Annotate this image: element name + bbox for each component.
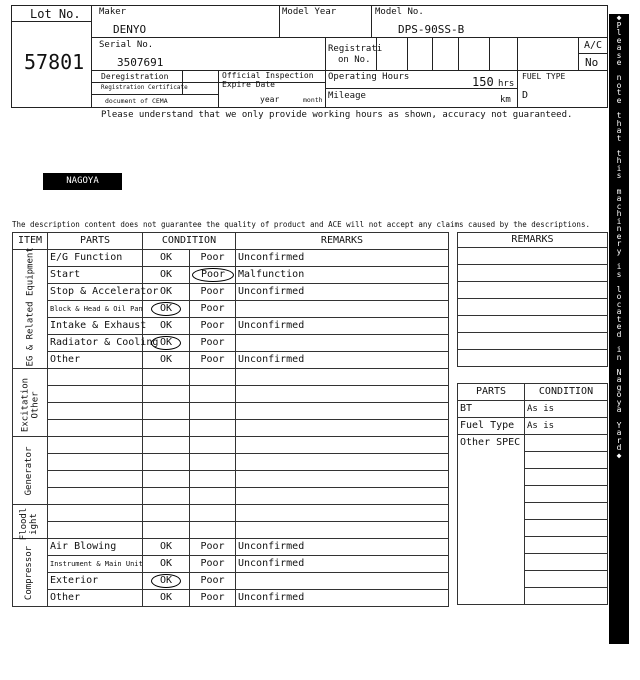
sidebar-char: P <box>616 20 622 30</box>
sidebar-char: a <box>616 194 622 204</box>
sidebar-char: t <box>616 88 622 98</box>
fuel-type-value: D <box>522 90 529 101</box>
ok-cell: OK <box>143 352 190 369</box>
section-eg <box>13 247 48 369</box>
remark: Unconfirmed <box>236 539 449 556</box>
sidebar-char: a <box>616 307 622 317</box>
table-row <box>13 301 449 318</box>
right-parts-header: PARTS <box>458 384 525 401</box>
sidebar-char: a <box>616 375 622 385</box>
sidebar-char: s <box>616 50 622 60</box>
header-box <box>11 5 608 108</box>
inspection-table <box>12 232 449 607</box>
sidebar-char: y <box>616 246 622 256</box>
sidebar-char: s <box>616 269 622 279</box>
disclaimer: The description content does not guarantee the quality of product and ACE will not accept any claims caused by the descriptions. <box>12 220 590 229</box>
inspection-label: Official Inspection <box>222 71 314 80</box>
registration-label-2: on No. <box>338 55 371 65</box>
operating-hours-label: Operating Hours <box>328 72 410 82</box>
year-label: year <box>260 95 280 104</box>
ok-cell: OK <box>143 250 190 267</box>
sidebar-char: e <box>616 58 622 68</box>
line <box>578 53 608 54</box>
line <box>92 70 608 71</box>
serial-value: 3507691 <box>117 56 164 69</box>
line <box>489 37 490 70</box>
location-badge: NAGOYA <box>43 173 122 190</box>
right-remarks-header: REMARKS <box>458 233 608 248</box>
sidebar-char: h <box>616 118 622 128</box>
right-remarks-table <box>457 232 608 367</box>
right-part-name: Fuel Type <box>458 418 525 435</box>
poor-cell <box>190 267 236 284</box>
cema-label: document of CEMA <box>105 97 168 105</box>
sidebar-char: c <box>616 201 622 211</box>
hrs-unit: hrs <box>498 79 515 89</box>
sidebar-char: a <box>616 126 622 136</box>
section-generator <box>13 437 48 505</box>
part-name: Block & Head & Oil Pan <box>48 301 143 318</box>
section-floodlight-label: Floodl ight <box>19 507 39 541</box>
sidebar-char: ◆ <box>616 13 622 22</box>
sidebar-char: e <box>616 35 622 45</box>
sidebar-char: n <box>616 73 622 83</box>
mileage-label: Mileage <box>328 91 366 101</box>
line <box>325 37 326 108</box>
remark: Malfunction <box>236 267 449 284</box>
sidebar-char: h <box>616 209 622 219</box>
section-compressor <box>13 539 48 607</box>
sidebar-char: t <box>616 111 622 121</box>
circled-ok: OK <box>151 302 181 316</box>
table-row <box>13 539 449 556</box>
section-generator-label: Generator <box>24 446 34 496</box>
sidebar-char: a <box>616 428 622 438</box>
table-row <box>13 352 449 369</box>
line <box>92 94 218 95</box>
sidebar-char: e <box>616 322 622 332</box>
sidebar-char: c <box>616 299 622 309</box>
table-row <box>13 556 449 573</box>
table-row <box>13 437 449 454</box>
km-unit: km <box>500 95 511 105</box>
poor-cell: Poor <box>190 352 236 369</box>
section-compressor-label: Compressor <box>24 545 34 601</box>
sidebar-char: i <box>616 345 622 355</box>
fuel-type-label: FUEL TYPE <box>522 72 566 81</box>
month-label: month <box>303 96 323 104</box>
poor-cell: Poor <box>190 318 236 335</box>
ok-cell: OK <box>143 556 190 573</box>
model-year-label: Model Year <box>282 7 337 17</box>
remark: Unconfirmed <box>236 590 449 607</box>
sidebar-char: r <box>616 239 622 249</box>
right-parts-table <box>457 383 608 605</box>
poor-cell: Poor <box>190 539 236 556</box>
part-name: Radiator & Cooling <box>48 335 143 352</box>
sidebar-char: d <box>616 443 622 453</box>
sidebar-char: ◆ <box>616 450 622 460</box>
poor-cell: Poor <box>190 250 236 267</box>
serial-label: Serial No. <box>99 40 154 50</box>
table-row <box>13 318 449 335</box>
line <box>279 5 280 37</box>
sidebar-char: n <box>616 224 622 234</box>
right-part-name: Other SPEC <box>458 435 525 605</box>
poor-cell: Poor <box>190 590 236 607</box>
sidebar-char: N <box>616 367 622 377</box>
line <box>517 37 518 108</box>
sidebar-char: o <box>616 80 622 90</box>
remark <box>236 335 449 352</box>
item-header: ITEM <box>13 233 48 250</box>
model-no-label: Model No. <box>375 7 424 17</box>
sidebar-char: r <box>616 435 622 445</box>
table-row <box>458 418 608 435</box>
ok-cell <box>143 573 190 590</box>
part-name: Stop & Accelerator <box>48 284 143 301</box>
lot-number: 57801 <box>24 50 85 74</box>
ok-cell: OK <box>143 318 190 335</box>
line <box>407 37 408 70</box>
sidebar-char: g <box>616 382 622 392</box>
sidebar-char: i <box>616 262 622 272</box>
table-row <box>13 284 449 301</box>
table-row <box>13 335 449 352</box>
maker-value: DENYO <box>113 23 147 36</box>
ac-value: No <box>585 56 599 69</box>
remark <box>236 301 449 318</box>
part-name: E/G Function <box>48 250 143 267</box>
line <box>218 70 219 108</box>
remarks-header: REMARKS <box>236 233 449 250</box>
sidebar-char: y <box>616 397 622 407</box>
inspection-label-2: Expire Date <box>222 80 275 89</box>
condition-header: CONDITION <box>143 233 236 250</box>
sidebar-char: a <box>616 405 622 415</box>
sidebar-char: a <box>616 43 622 53</box>
remark: Unconfirmed <box>236 250 449 267</box>
line <box>578 37 579 70</box>
remark: Unconfirmed <box>236 352 449 369</box>
section-eg-label: EG & Related Equipment <box>25 247 36 367</box>
part-name: Exterior <box>48 573 143 590</box>
sidebar-char: e <box>616 96 622 106</box>
circled-ok: OK <box>151 336 181 350</box>
part-name: Other <box>48 590 143 607</box>
remark: Unconfirmed <box>236 318 449 335</box>
circled-ok: OK <box>151 574 181 588</box>
remark: Unconfirmed <box>236 556 449 573</box>
part-name: Other <box>48 352 143 369</box>
table-row <box>13 250 449 267</box>
deregistration-label: Deregistration <box>101 72 169 81</box>
line <box>458 37 459 70</box>
sidebar-char: t <box>616 133 622 143</box>
poor-cell: Poor <box>190 335 236 352</box>
sidebar-char: i <box>616 216 622 226</box>
line <box>371 5 372 37</box>
sidebar-char: l <box>616 284 622 294</box>
parts-header: PARTS <box>48 233 143 250</box>
part-name: Air Blowing <box>48 539 143 556</box>
part-name: Intake & Exhaust <box>48 318 143 335</box>
right-part-name: BT <box>458 401 525 418</box>
ok-cell: OK <box>143 590 190 607</box>
table-row <box>13 369 449 386</box>
remark: Unconfirmed <box>236 284 449 301</box>
sidebar-char: t <box>616 314 622 324</box>
sidebar-char: d <box>616 329 622 339</box>
part-name: Instrument & Main Unit <box>48 556 143 573</box>
ok-cell: OK <box>143 267 190 284</box>
sidebar-char: l <box>616 28 622 38</box>
model-no-value: DPS-90SS-B <box>398 23 465 36</box>
right-condition: As is <box>525 401 608 418</box>
table-row <box>458 435 608 452</box>
poor-cell: Poor <box>190 573 236 590</box>
accuracy-note: Please understand that we only provide working hours as shown, accuracy not guaranteed. <box>101 110 573 120</box>
location-note-sidebar <box>609 14 629 644</box>
sidebar-char: h <box>616 156 622 166</box>
ok-cell: OK <box>143 284 190 301</box>
remark <box>236 573 449 590</box>
ok-cell <box>143 301 190 318</box>
poor-cell: Poor <box>190 284 236 301</box>
table-row <box>13 573 449 590</box>
sidebar-char: m <box>616 186 622 196</box>
section-excitation <box>13 369 48 437</box>
ok-cell: OK <box>143 539 190 556</box>
ac-label: A/C <box>584 40 603 51</box>
right-condition <box>525 435 608 452</box>
maker-label: Maker <box>99 7 127 17</box>
circled-poor: Poor <box>192 268 234 282</box>
table-row <box>13 505 449 522</box>
sidebar-char: Y <box>616 420 622 430</box>
sidebar-char: o <box>616 390 622 400</box>
sidebar-char: n <box>616 352 622 362</box>
sidebar-char: t <box>616 148 622 158</box>
line <box>92 37 608 38</box>
right-condition: As is <box>525 418 608 435</box>
part-name: Start <box>48 267 143 284</box>
sidebar-char: e <box>616 231 622 241</box>
sidebar-char: i <box>616 163 622 173</box>
poor-cell: Poor <box>190 556 236 573</box>
line <box>432 37 433 70</box>
lot-label: Lot No. <box>30 7 81 21</box>
line <box>92 82 325 83</box>
table-row <box>13 590 449 607</box>
registration-label: Registrati <box>328 44 383 54</box>
section-excitation-label: Excitation Other <box>20 377 41 433</box>
reg-certificate-label: Registration Certificate <box>101 84 188 91</box>
operating-hours-value: 150 <box>472 75 494 89</box>
table-row <box>458 401 608 418</box>
right-condition-header: CONDITION <box>525 384 608 401</box>
poor-cell: Poor <box>190 301 236 318</box>
sidebar-char: s <box>616 171 622 181</box>
section-floodlight <box>13 505 48 539</box>
table-row <box>13 267 449 284</box>
sidebar-char: o <box>616 292 622 302</box>
